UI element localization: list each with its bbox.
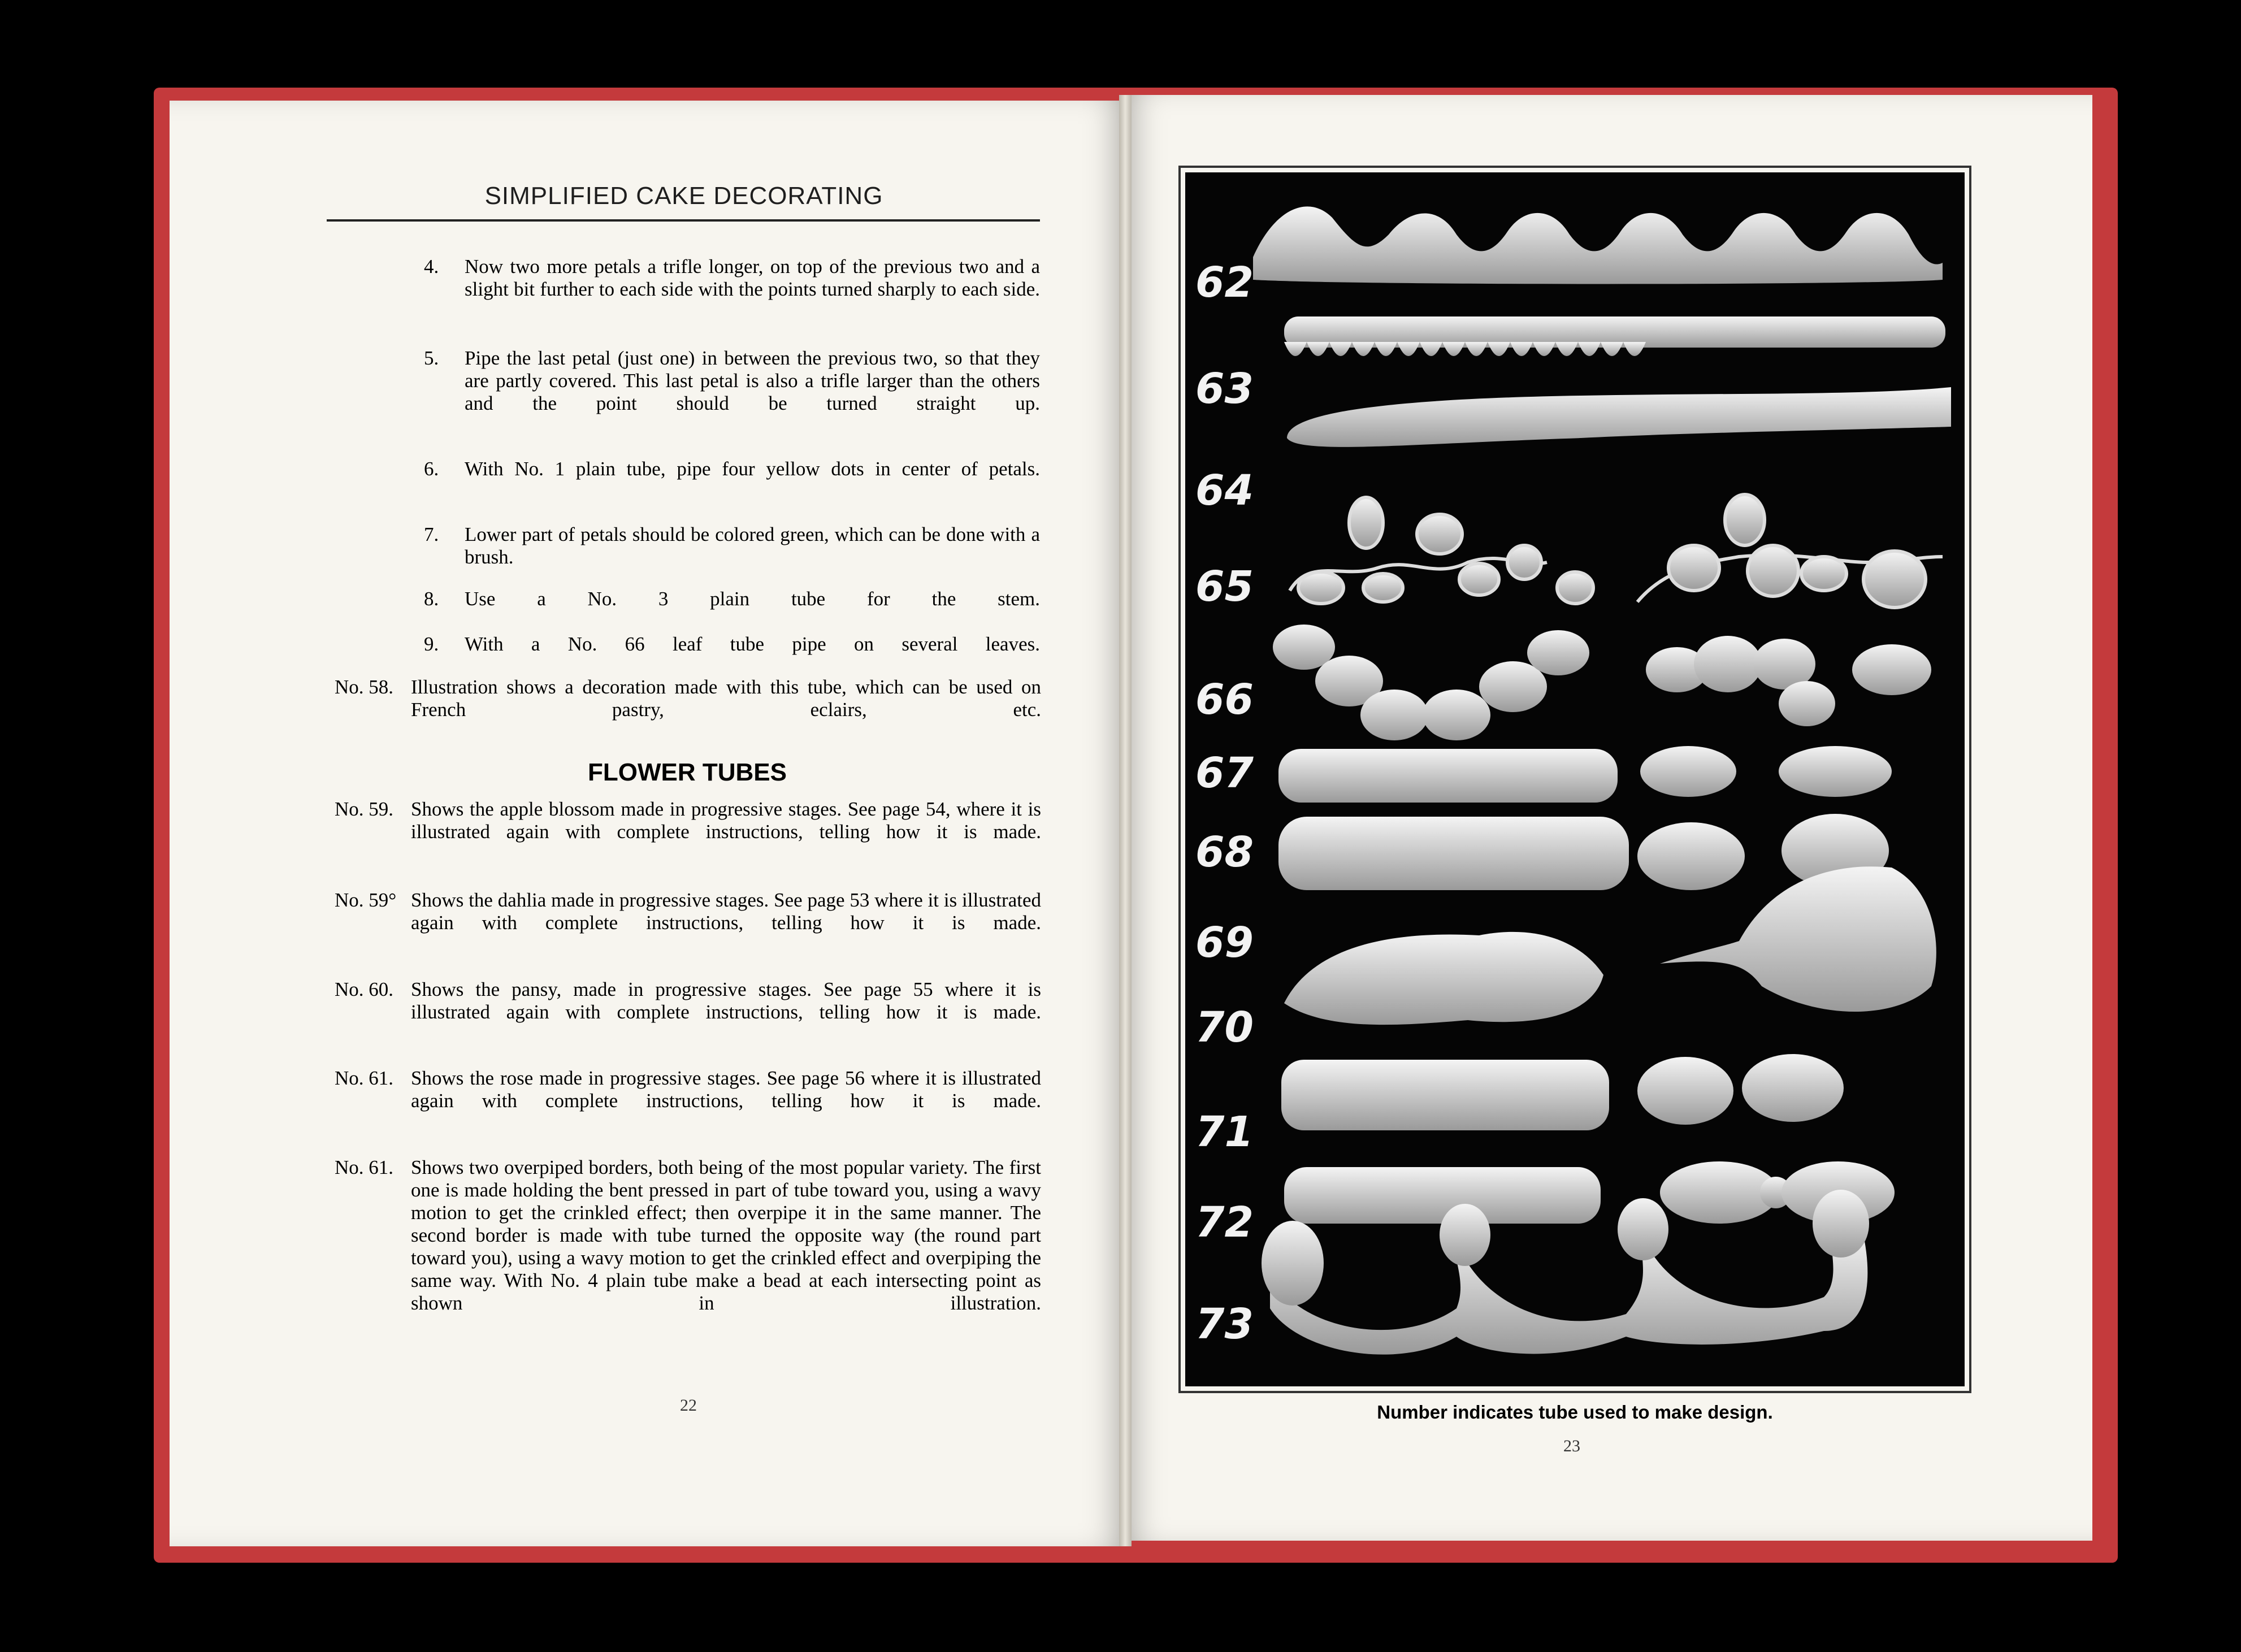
page-number-right: 23 — [1563, 1437, 1580, 1455]
design-72-leaf-border — [1284, 1161, 1895, 1224]
entry-no-61-borders — [335, 1156, 1041, 1337]
entry-no-59 — [335, 798, 1041, 866]
tube-number-63: 63 — [1195, 365, 1254, 413]
tube-number-62: 62 — [1195, 258, 1254, 307]
entry-number: No. 60. — [335, 978, 394, 1000]
plate-caption: Number indicates tube used to make design. — [1377, 1402, 1773, 1423]
design-67-leaf-border — [1278, 746, 1892, 803]
step-number: 4. — [424, 255, 439, 277]
entry-text: Illustration shows a decoration made with this tube, which can be used on French pastry, eclairs, etc. — [411, 676, 1041, 721]
entry-text: Shows the pansy, made in progressive stages. See page 55 where it is illustrated again with complete instructions, telling how it is made. — [411, 978, 1041, 1023]
step-7 — [424, 523, 1040, 591]
entry-no-60 — [335, 978, 1041, 1046]
tube-number-68: 68 — [1195, 828, 1254, 877]
entry-number: No. 61. — [335, 1067, 394, 1089]
entry-text: Shows the dahlia made in progressive stages. See page 53 where it is illustrated again with complete instructions, telling how it is made. — [411, 889, 1041, 934]
entry-no-58 — [335, 676, 1041, 744]
entry-number: No. 59° — [335, 889, 397, 911]
step-number: 6. — [424, 458, 439, 480]
entry-text: Shows two overpiped borders, both being of the most popular variety. The first one is made holding the bent pressed in part of tube toward you, using a wavy motion to get the crinkled effect; then overpipe it in the same manner. The second border is made with tube turned the opposite way (the round part toward you), using a wavy motion to get the crinkled effect and overpiping the same way. With No. 4 plain tube make a bead at each intersecting point as shown in illustration. — [411, 1156, 1041, 1314]
tube-number-73: 73 — [1195, 1300, 1254, 1349]
step-text: Lower part of petals should be colored green, which can be done with a brush. — [465, 523, 1040, 568]
tube-number-72: 72 — [1195, 1198, 1254, 1247]
step-text: Pipe the last petal (just one) in between the previous two, so that they are partly covered. This last petal is also a trifle larger than the others and the point should be turned straight up. — [465, 347, 1040, 414]
step-number: 5. — [424, 347, 439, 369]
step-8 — [424, 588, 1040, 633]
tube-number-65: 65 — [1195, 562, 1254, 611]
step-number: 7. — [424, 523, 439, 545]
tube-number-69: 69 — [1195, 918, 1254, 967]
step-text: Now two more petals a trifle longer, on top of the previous two and a slight bit further to each side with the points turned sharply to each side. — [465, 255, 1040, 300]
tube-number-71: 71 — [1195, 1108, 1254, 1156]
design-64-ruffle-border — [1287, 387, 1951, 447]
entry-text: Shows the apple blossom made in progressive stages. See page 54, where it is illustrated again with complete instructions, telling how it is made. — [411, 798, 1041, 843]
entry-no-61 — [335, 1067, 1041, 1135]
design-65-leaf-vines — [1290, 495, 1943, 608]
step-text: With No. 1 plain tube, pipe four yellow dots in center of petals. — [465, 458, 1040, 480]
design-69-70-large-leaves — [1284, 866, 1936, 1025]
step-number: 9. — [424, 633, 439, 655]
design-63-ruffle-border — [1284, 316, 1945, 356]
design-62-shell-rope — [1253, 206, 1943, 284]
design-66-leaves — [1273, 625, 1931, 740]
entry-text: Shows the rose made in progressive stages. See page 56 where it is illustrated again with complete instructions, telling how it is made. — [411, 1067, 1041, 1112]
entry-number: No. 61. — [335, 1156, 394, 1178]
running-head: SIMPLIFIED CAKE DECORATING — [484, 182, 883, 210]
tube-illustration-plate — [1178, 166, 1971, 1393]
entry-no-59-dahlia — [335, 889, 1041, 957]
plate-photo — [1185, 172, 1965, 1386]
book-gutter — [1119, 95, 1132, 1546]
step-4 — [424, 255, 1040, 323]
design-68-leaf-border — [1278, 814, 1889, 890]
flower-tubes-heading: FLOWER TUBES — [588, 758, 787, 786]
tube-number-70: 70 — [1195, 1003, 1254, 1052]
step-6 — [424, 458, 1040, 503]
tube-number-67: 67 — [1195, 749, 1254, 797]
step-5 — [424, 347, 1040, 437]
page-number-left: 22 — [680, 1396, 697, 1415]
design-71-leaf-border — [1281, 1054, 1844, 1130]
step-text: With a No. 66 leaf tube pipe on several leaves. — [465, 633, 1040, 655]
step-9 — [424, 633, 1040, 678]
entry-number: No. 59. — [335, 798, 394, 820]
tube-number-66: 66 — [1195, 675, 1254, 724]
step-number: 8. — [424, 588, 439, 610]
step-text: Use a No. 3 plain tube for the stem. — [465, 588, 1040, 610]
entry-number: No. 58. — [335, 676, 394, 698]
tube-number-64: 64 — [1195, 466, 1254, 515]
header-rule — [327, 219, 1040, 222]
icing-decorations — [1185, 172, 1965, 1386]
